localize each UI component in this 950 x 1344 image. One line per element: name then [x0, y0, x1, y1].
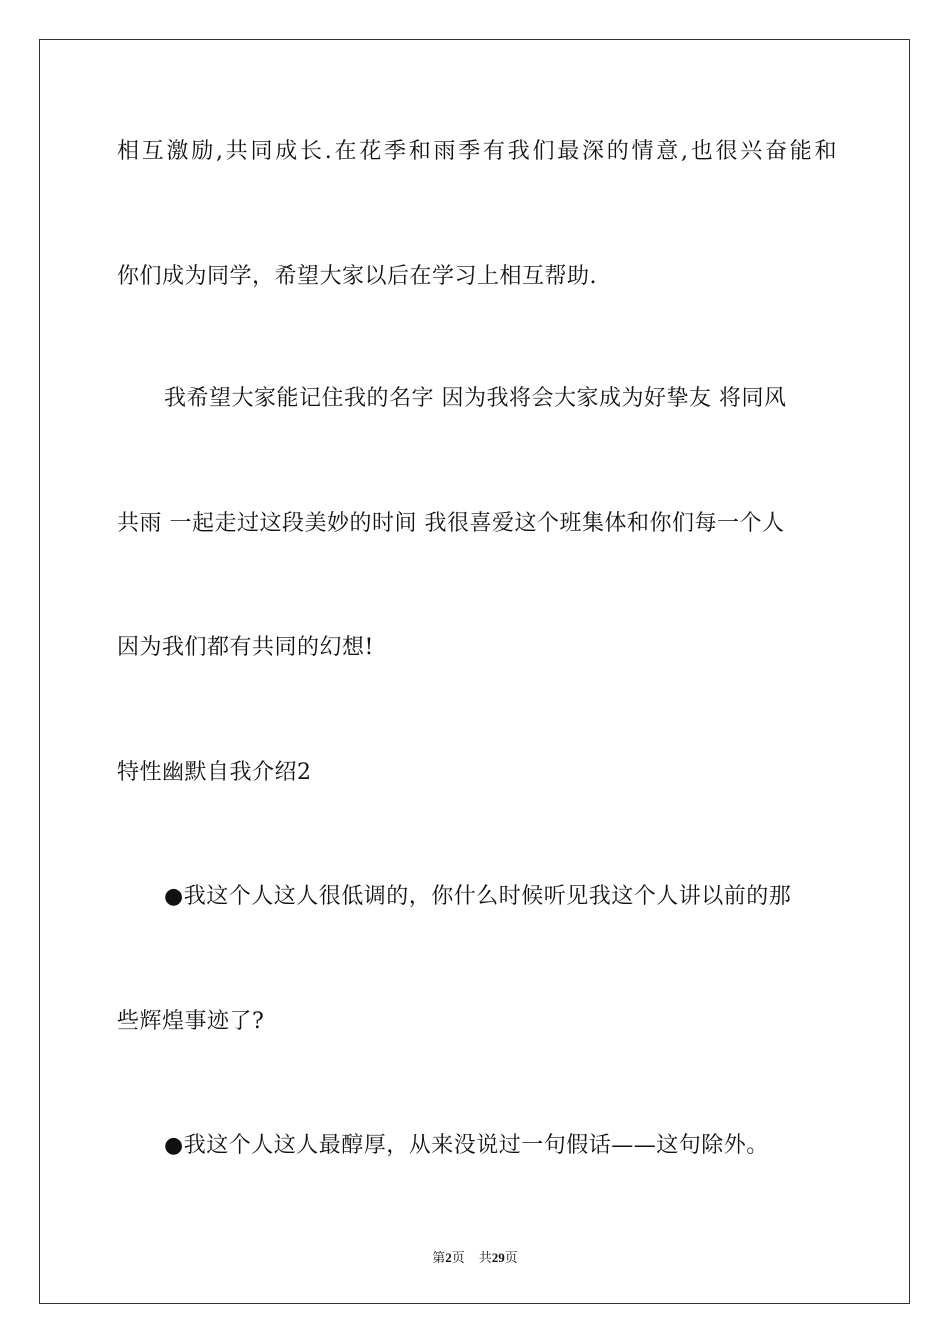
paragraph-line-4: 共雨 一起走过这段美妙的时间 我很喜爱这个班集体和你们每一个人 [117, 511, 785, 536]
footer-total-suffix: 页 [504, 1250, 518, 1265]
section-heading: 特性幽默自我介绍2 [117, 760, 312, 785]
footer-page-suffix: 页 [451, 1250, 465, 1265]
footer-total-pages: 29 [491, 1250, 505, 1265]
footer-page-prefix: 第 [432, 1250, 446, 1265]
bullet-line-1-continued: 些辉煌事迹了? [117, 1009, 265, 1034]
bullet-line-2: ●我这个人这人最醇厚，从来没说过一句假话——这句除外。 [164, 1133, 769, 1158]
footer-total-prefix: 共 [478, 1250, 492, 1265]
page-border [39, 39, 910, 1304]
bullet-line-1: ●我这个人这人很低调的，你什么时候听见我这个人讲以前的那 [164, 884, 792, 909]
paragraph-line-2: 你们成为同学，希望大家以后在学习上相互帮助. [117, 264, 597, 289]
footer-page-number: 2 [445, 1250, 452, 1265]
paragraph-line-1: 相互激励,共同成长.在花季和雨季有我们最深的情意,也很兴奋能和 [117, 139, 837, 164]
paragraph-line-3: 我希望大家能记住我的名字 因为我将会大家成为好挚友 将同风 [164, 386, 787, 411]
page-footer [0, 1247, 950, 1266]
paragraph-line-5: 因为我们都有共同的幻想! [117, 635, 374, 660]
